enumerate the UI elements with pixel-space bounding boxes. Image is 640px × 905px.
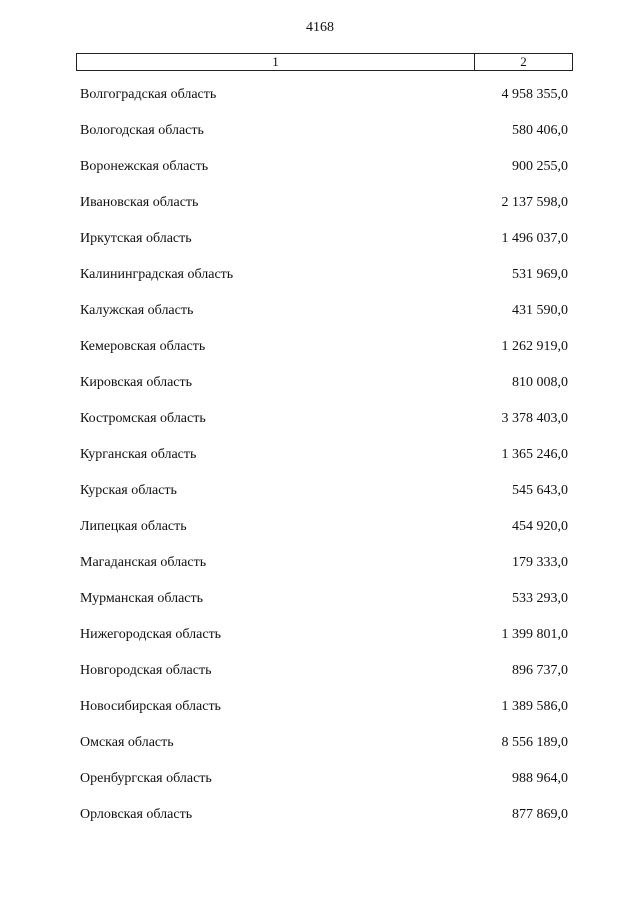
region-value: 179 333,0 [512,555,568,570]
table-row [0,663,640,699]
region-name: Воронежская область [80,159,209,174]
region-value: 545 643,0 [512,483,568,498]
region-value: 531 969,0 [512,267,568,282]
table-row [0,375,640,411]
column-header-1: 1 [77,54,475,70]
region-value: 431 590,0 [512,303,568,318]
table-row [0,411,640,447]
region-value: 4 958 355,0 [501,87,568,102]
region-value: 810 008,0 [512,375,568,390]
region-name: Орловская область [80,807,193,822]
region-name: Новгородская область [80,663,212,678]
table-row [0,303,640,339]
column-header-2: 2 [520,54,527,69]
region-value: 1 389 586,0 [501,699,568,714]
region-name: Мурманская область [80,591,204,606]
region-value: 896 737,0 [512,663,568,678]
table-row [0,195,640,231]
region-name: Волгоградская область [80,87,217,102]
region-name: Кемеровская область [80,339,206,354]
region-name: Новосибирская область [80,699,221,714]
region-name: Нижегородская область [80,627,222,642]
table-row [0,159,640,195]
region-name: Калужская область [80,303,194,318]
table-row [0,87,640,123]
region-value: 1 399 801,0 [501,627,568,642]
region-value: 533 293,0 [512,591,568,606]
region-value: 454 920,0 [512,519,568,534]
table-row [0,627,640,663]
region-value: 988 964,0 [512,771,568,786]
region-value: 580 406,0 [512,123,568,138]
region-name: Ивановская область [80,195,199,210]
region-name: Костромская область [80,411,206,426]
region-value: 8 556 189,0 [501,735,568,750]
table-row [0,519,640,555]
region-name: Оренбургская область [80,771,212,786]
region-value: 877 869,0 [512,807,568,822]
region-value: 1 365 246,0 [501,447,568,462]
region-value: 900 255,0 [512,159,568,174]
table-row [0,231,640,267]
region-name: Курганская область [80,447,197,462]
table-row [0,267,640,303]
table-row [0,555,640,591]
table-row [0,699,640,735]
region-name: Липецкая область [80,519,187,534]
region-name: Калининградская область [80,267,234,282]
table-row [0,591,640,627]
page-number: 4168 [306,20,334,35]
region-name: Магаданская область [80,555,207,570]
table-header [76,53,573,71]
table-body [0,87,640,843]
table-row [0,807,640,843]
table-row [0,123,640,159]
table-row [0,339,640,375]
region-name: Кировская область [80,375,193,390]
region-value: 1 496 037,0 [501,231,568,246]
table-row [0,483,640,519]
region-value: 1 262 919,0 [501,339,568,354]
table-row [0,771,640,807]
table-row [0,447,640,483]
region-name: Иркутская область [80,231,192,246]
region-value: 2 137 598,0 [501,195,568,210]
region-name: Вологодская область [80,123,204,138]
region-name: Курская область [80,483,177,498]
region-value: 3 378 403,0 [501,411,568,426]
table-row [0,735,640,771]
region-name: Омская область [80,735,174,750]
